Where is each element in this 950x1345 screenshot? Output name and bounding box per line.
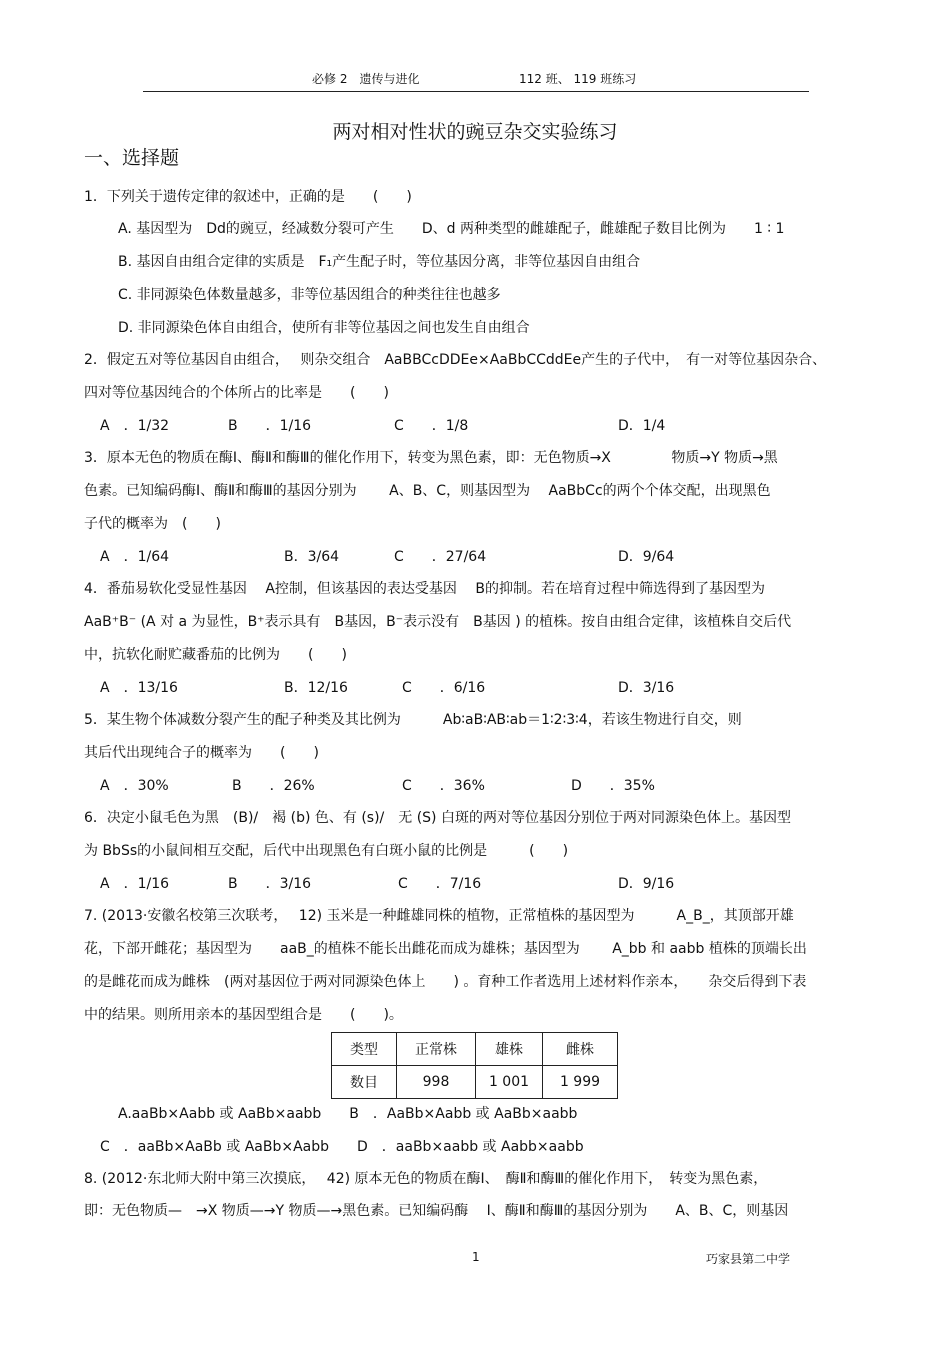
- q1-option-a: A. 基因型为 Dd的豌豆，经减数分裂可产生 D、d 两种类型的雌雄配子，雌雄配子数目比例为 1 ∶ 1: [118, 221, 785, 237]
- q4-option-b: B．12/16: [284, 680, 348, 696]
- q4-option-c: C ．6/16: [402, 680, 486, 696]
- table-row: [332, 1066, 618, 1099]
- q3-option-a: A ．1/64: [100, 549, 170, 565]
- q7-line-2: 花，下部开雌花；基因型为 aaB_的植株不能长出雌花而成为雄株；基因型为 A_bb 和 aabb 植株的顶端长出: [84, 941, 807, 957]
- q8-line-1: 8. (2012·东北师大附中第三次摸底， 42) 原本无色的物质在酶Ⅰ、 酶Ⅱ和酶Ⅲ的催化作用下， 转变为黑色素，: [84, 1171, 768, 1187]
- q2-option-d: D．1/4: [618, 418, 666, 434]
- q3-line-2: 色素。已知编码酶Ⅰ、酶Ⅱ和酶Ⅲ的基因分别为 A、B、C，则基因型为 AaBbCc的两个个体交配，出现黑色: [84, 483, 771, 499]
- q1-option-c: C. 非同源染色体数量越多，非等位基因组合的种类往往也越多: [118, 287, 501, 303]
- q3-line-3: 子代的概率为 ( ): [84, 516, 221, 532]
- q4-option-d: D．3/16: [618, 680, 675, 696]
- q1-option-b: B. 基因自由组合定律的实质是 F₁产生配子时，等位基因分离，非等位基因自由组合: [118, 254, 641, 270]
- q3-option-c: C ．27/64: [394, 549, 487, 565]
- q7-options-cd: C ．aaBb×AaBb 或 AaBb×Aabb D ．aaBb×aabb 或 Aabb×aabb: [100, 1139, 584, 1155]
- footer-school: 巧家县第二中学: [706, 1252, 791, 1266]
- table-header-row: [332, 1033, 618, 1066]
- q2-option-b: B ．1/16: [228, 418, 312, 434]
- q5-option-a: A ．30%: [100, 778, 169, 794]
- q6-option-a: A ．1/16: [100, 876, 170, 892]
- q2-line-1: 2．假定五对等位基因自由组合， 则杂交组合 AaBBCcDDEe×AaBbCCddEe产生的子代中， 有一对等位基因杂合、: [84, 352, 827, 368]
- q5-line-2: 其后代出现纯合子的概率为 ( ): [84, 745, 319, 761]
- table-cell: 1 999: [543, 1066, 618, 1099]
- q4-line-1: 4．番茄易软化受显性基因 A控制，但该基因的表达受基因 B的抑制。若在培育过程中筛选得到了基因型为: [84, 581, 765, 597]
- header-classes: 112 班、 119 班练习: [519, 72, 637, 86]
- q4-line-3: 中，抗软化耐贮藏番茄的比例为 ( ): [84, 647, 347, 663]
- q2-line-2: 四对等位基因纯合的个体所占的比率是 ( ): [84, 385, 389, 401]
- table-header-cell: 雌株: [543, 1033, 618, 1066]
- q2-option-c: C ．1/8: [394, 418, 469, 434]
- q5-option-d: D ．35%: [571, 778, 655, 794]
- q3-line-1: 3．原本无色的物质在酶Ⅰ、酶Ⅱ和酶Ⅲ的催化作用下，转变为黑色素，即：无色物质→X 物质→Y 物质→黑: [84, 450, 778, 466]
- q3-option-b: B．3/64: [284, 549, 340, 565]
- table-cell: 数目: [332, 1066, 397, 1099]
- table-header-cell: 类型: [332, 1033, 397, 1066]
- q4-option-a: A ．13/16: [100, 680, 178, 696]
- results-table: [331, 1032, 618, 1099]
- q7-line-3: 的是雌花而成为雌株 (两对基因位于两对同源染色体上 ) 。育种工作者选用上述材料作亲本， 杂交后得到下表: [84, 974, 807, 990]
- q4-line-2: AaB⁺B⁻ (A 对 a 为显性，B⁺表示具有 B基因，B⁻表示没有 B基因 ) 的植株。按自由组合定律，该植株自交后代: [84, 614, 792, 630]
- q6-option-c: C ．7/16: [398, 876, 482, 892]
- q1-option-d: D. 非同源染色体自由组合，使所有非等位基因之间也发生自由组合: [118, 320, 530, 336]
- q2-option-a: A ．1/32: [100, 418, 170, 434]
- q6-option-b: B ．3/16: [228, 876, 312, 892]
- header-course: 必修 2 遗传与进化: [312, 72, 420, 86]
- q1-stem: 1．下列关于遗传定律的叙述中，正确的是 ( ): [84, 189, 412, 205]
- q6-line-2: 为 BbSs的小鼠间相互交配，后代中出现黑色有白斑小鼠的比例是 ( ): [84, 843, 569, 859]
- page-title: 两对相对性状的豌豆杂交实验练习: [332, 121, 618, 143]
- q7-line-1: 7. (2013·安徽名校第三次联考， 12) 玉米是一种雌雄同株的植物，正常植株的基因型为 A_B_，其顶部开雄: [84, 908, 794, 924]
- q5-option-b: B ．26%: [232, 778, 315, 794]
- q6-line-1: 6．决定小鼠毛色为黑 (B)/ 褐 (b) 色、有 (s)/ 无 (S) 白斑的两对等位基因分别位于两对同源染色体上。基因型: [84, 810, 791, 826]
- q6-option-d: D．9/16: [618, 876, 675, 892]
- page-number: 1: [472, 1250, 480, 1264]
- q7-line-4: 中的结果。则所用亲本的基因型组合是 ( )。: [84, 1007, 403, 1023]
- q5-line-1: 5．某生物个体减数分裂产生的配子种类及其比例为 Ab∶aB∶AB∶ab＝1∶2∶3∶4，若该生物进行自交，则: [84, 712, 742, 728]
- section-heading: 一、选择题: [84, 147, 180, 169]
- table-header-cell: 雄株: [476, 1033, 543, 1066]
- q5-option-c: C ．36%: [402, 778, 485, 794]
- table-cell: 1 001: [476, 1066, 543, 1099]
- table-header-cell: 正常株: [397, 1033, 476, 1066]
- table-cell: 998: [397, 1066, 476, 1099]
- header-rule: [143, 91, 809, 92]
- q8-line-2: 即：无色物质— →X 物质—→Y 物质—→黑色素。已知编码酶 Ⅰ、酶Ⅱ和酶Ⅲ的基因分别为 A、B、C，则基因: [84, 1203, 789, 1219]
- q3-option-d: D．9/64: [618, 549, 675, 565]
- q7-options-ab: A.aaBb×Aabb 或 AaBb×aabb B ．AaBb×Aabb 或 AaBb×aabb: [118, 1106, 578, 1122]
